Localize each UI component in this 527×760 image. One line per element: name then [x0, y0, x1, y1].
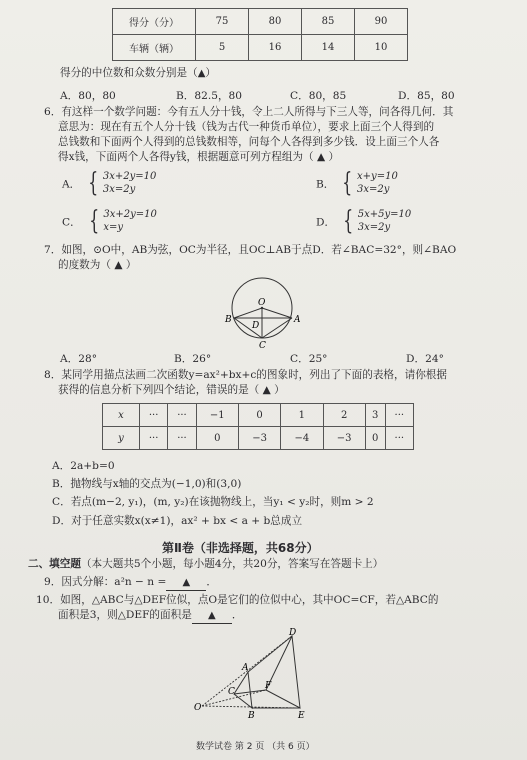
equation-system	[340, 208, 411, 234]
part2-title: 第Ⅱ卷（非选择题，共68分）	[162, 541, 319, 555]
table-cell: ···	[140, 427, 168, 450]
q5-option-a: A．80，80	[60, 90, 116, 102]
q8-option-b: B．抛物线与x轴的交点为(−1,0)和(3,0)	[52, 478, 242, 490]
table-cell: ···	[385, 427, 413, 450]
point-label-c: C	[228, 687, 235, 697]
score-table-cell: 75	[196, 9, 249, 35]
point-label-a: A	[242, 663, 249, 673]
answer-marker: ▲	[197, 68, 206, 79]
q5-stem	[60, 66, 216, 81]
q6-option-b	[316, 170, 398, 196]
q8-line: 获得的信息分析下列四个结论，错误的是（ ▲ ）	[58, 384, 285, 396]
equation: 3x=2y	[357, 222, 391, 233]
section-label: 二、填空题	[28, 558, 81, 570]
score-table-cell: 80	[249, 9, 302, 35]
q8-value-table	[102, 403, 414, 450]
q5-option-b: B．82.5，80	[176, 90, 243, 102]
q5-close: ）	[205, 67, 217, 79]
q8-option-c: C．若点(m−2, y₁)，(m, y₂)在该抛物线上，当y₁ < y₂时，则m > 2	[52, 496, 374, 508]
option-label: A．	[62, 178, 81, 191]
q7-line: 7．如图，⊙O中，AB为弦，OC为半径，且OC⊥AB于点D．若∠BAC=32°，则∠BAO	[44, 244, 457, 256]
q7-stem	[44, 243, 456, 273]
table-cell: 3	[365, 404, 385, 427]
table-cell: 0	[238, 404, 280, 427]
table-cell: ···	[140, 404, 168, 427]
answer-blank	[166, 575, 206, 591]
q10-end: ．	[231, 609, 243, 621]
section-note: （本大题共5个小题，每小题4分，共20分，答案写在答题卡上）	[80, 558, 384, 570]
equation: 3x+2y=10	[103, 209, 157, 220]
q6-line: 得x钱，下面两个人各得y钱，根据题意可列方程组为（ ▲ ）	[58, 151, 340, 163]
point-label-a: A	[294, 315, 301, 325]
q7-option-c: C．25°	[290, 353, 328, 365]
page-footer: 数学试卷 第 2 页 （共 6 页）	[196, 742, 315, 752]
equation: 3x=2y	[357, 184, 390, 195]
q9-end: ．	[206, 576, 217, 588]
q8-stem	[44, 368, 447, 398]
table-cell: 1	[281, 404, 323, 427]
option-label: C．	[62, 216, 81, 229]
table-cell: ···	[385, 404, 413, 427]
table-cell: ···	[168, 404, 196, 427]
q10-line-2	[36, 608, 438, 624]
q6-line: 意思为：现在有五个人分十钱（钱为古代一种货币单位），要求上面三个人得到的	[58, 121, 435, 133]
equation: x+y=10	[357, 171, 398, 182]
q8-line: 8．某同学用描点法画二次函数y=ax²+bx+c的图象时，列出了下面的表格，请你根据	[44, 369, 447, 381]
q8-option-a: A．2a+b=0	[52, 460, 115, 472]
q7-option-b: B．26°	[174, 353, 212, 365]
point-label-b: B	[225, 315, 232, 325]
score-table-cell: 10	[355, 35, 408, 61]
point-label-d: D	[252, 321, 260, 331]
brace-icon: {	[89, 206, 100, 236]
q6-option-c	[62, 208, 157, 234]
q10-line-text: 面积是3，则△DEF的面积是	[58, 609, 192, 621]
table-cell: −3	[323, 427, 365, 450]
q10-homothety-figure	[190, 628, 320, 720]
answer-marker: ▲	[182, 577, 191, 588]
fill-in-section-heading	[28, 557, 383, 571]
table-cell: ···	[168, 427, 196, 450]
q5-option-d: D．85，80	[398, 90, 455, 102]
q6-option-a	[62, 170, 156, 196]
q7-line: 的度数为（ ▲ ）	[58, 259, 137, 271]
score-table-cell: 5	[196, 35, 249, 61]
point-label-d: D	[289, 628, 297, 638]
brace-icon: {	[343, 206, 354, 236]
point-label-b: B	[248, 711, 255, 720]
equation: 3x=2y	[102, 184, 136, 195]
q7-option-d: D．24°	[406, 353, 444, 365]
q7-circle-figure	[214, 272, 314, 352]
score-table-cell: 90	[355, 9, 408, 35]
equation-system	[85, 170, 156, 196]
score-table-cell: 14	[302, 35, 355, 61]
q6-stem	[44, 105, 492, 165]
table-cell: y	[103, 427, 140, 450]
equation: 5x+5y=10	[357, 209, 412, 220]
option-label: D．	[316, 216, 336, 229]
answer-marker: ▲	[207, 610, 216, 621]
answer-blank	[192, 608, 232, 624]
q5-stem-text: 得分的中位数和众数分别是（	[60, 67, 198, 79]
q6-line: 6．有这样一个数学问题：今有五人分十钱，令上二人所得与下三人等，问各得几何．其	[44, 106, 454, 118]
equation: 3x+2y=10	[102, 171, 157, 182]
table-cell: 0	[196, 427, 238, 450]
point-label-f: F	[265, 681, 272, 691]
equation: x=y	[103, 222, 124, 233]
brace-icon: {	[342, 168, 353, 198]
score-table	[112, 8, 408, 61]
table-cell: −3	[238, 427, 280, 450]
score-table-cell: 85	[302, 9, 355, 35]
q6-option-d	[316, 208, 411, 234]
q8-option-d: D．对于任意实数x(x≠1)，ax² + bx < a + b总成立	[52, 515, 303, 527]
table-cell: −1	[196, 404, 238, 427]
point-label-e: E	[298, 711, 305, 720]
equation-system	[86, 208, 157, 234]
point-label-o: O	[194, 703, 202, 713]
q10-line: 10．如图，△ABC与△DEF位似，点O是它们的位似中心，其中OC=CF，若△ABC的	[36, 594, 439, 606]
q6-line: 总钱数和下面两个人得到的总钱数相等，问每个人各得到多少钱．设上面三个人各	[58, 136, 440, 148]
score-table-cell: 得分（分）	[113, 9, 196, 35]
score-table-cell: 车辆（辆）	[113, 35, 196, 61]
table-cell: x	[103, 404, 140, 427]
q9-stem	[44, 575, 217, 591]
score-table-cell: 16	[249, 35, 302, 61]
table-cell: 2	[323, 404, 365, 427]
q5-option-c: C．80，85	[290, 90, 347, 102]
q7-option-a: A．28°	[60, 353, 98, 365]
table-cell: −4	[281, 427, 323, 450]
q9-text: 9．因式分解：a²n − n =	[44, 576, 167, 588]
point-label-c: C	[259, 341, 266, 351]
q10-stem	[36, 593, 438, 624]
point-label-o: O	[258, 298, 266, 308]
option-label: B．	[316, 178, 335, 191]
table-cell: 0	[365, 427, 385, 450]
brace-icon: {	[88, 168, 99, 198]
equation-system	[339, 170, 397, 196]
